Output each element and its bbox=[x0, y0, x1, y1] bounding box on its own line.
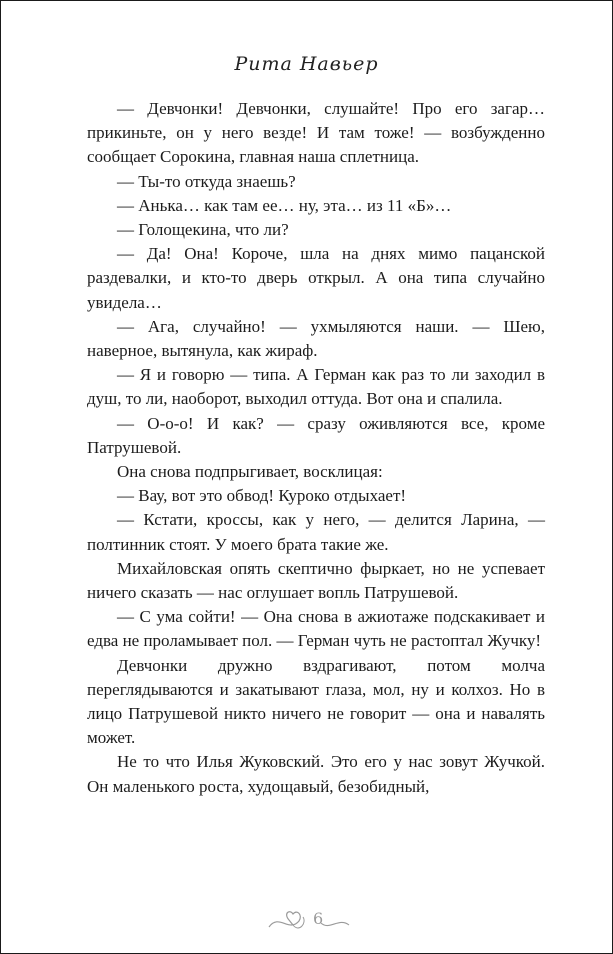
paragraph-4: — Голощекина, что ли? bbox=[117, 220, 289, 240]
paragraph-7: — Я и говорю — типа. А Герман как раз то ли заходил в душ, то ли, наоборот, выходил оттуда. Вот она и спалила. bbox=[87, 365, 545, 409]
page-number: 6 bbox=[313, 909, 324, 928]
paragraph-10: — Вау, вот это обвод! Куроко отдыхает! bbox=[117, 486, 407, 506]
paragraph-8: — О-о-о! И как? — сразу оживляются все, кроме Патрушевой. bbox=[87, 413, 545, 457]
paragraph-9: Она снова подпрыгивает, восклицая: bbox=[117, 462, 383, 482]
paragraph-12: Михайловская опять скептично фыркает, но не успевает ничего сказать — нас оглушает вопль Патрушевой. bbox=[87, 558, 545, 603]
paragraph-15: Не то что Илья Жуковский. Это его у нас зовут Жучкой. Он маленького роста, худощавый, безобидный, bbox=[87, 752, 545, 796]
paragraph-6: — Ага, случайно! — ухмыляются наши. — Шею, наверное, вытянула, как жираф. bbox=[87, 316, 545, 361]
paragraph-2: — Ты-то откуда знаешь? bbox=[117, 171, 296, 191]
paragraph-5: — Да! Она! Короче, шла на днях мимо пацанской раздевалки, и кто-то дверь открыл. А она типа случайно увидела… bbox=[87, 244, 545, 312]
paragraph-14: Девчонки дружно вздрагивают, потом молча переглядываются и закатывают глаза, мол, ну и колхоз. Но в лицо Патрушевой никто ничего не говорит — она и навалять может. bbox=[87, 655, 545, 748]
body-text bbox=[87, 97, 545, 799]
paragraph-11: — Кстати, кроссы, как у него, — делится Ларина, — полтинник стоят. У моего брата такие же. bbox=[87, 510, 545, 554]
paragraph-1: — Девчонки! Девчонки, слушайте! Про его загар… прикиньте, он у него везде! И там тоже! — возбужденно сообщает Сорокина, главная наша сплетница. bbox=[87, 99, 545, 167]
paragraph-3: — Анька… как там ее… ну, эта… из 11 «Б»… bbox=[117, 195, 452, 215]
running-header-author: Рита Навьер bbox=[234, 53, 379, 75]
heart-flourish-icon bbox=[263, 903, 355, 937]
paragraph-13: — С ума сойти! — Она снова в ажиотаже подскакивает и едва не проламывает пол. — Герман чуть не растоптал Жучку! bbox=[87, 607, 545, 651]
page-footer bbox=[1, 903, 612, 939]
